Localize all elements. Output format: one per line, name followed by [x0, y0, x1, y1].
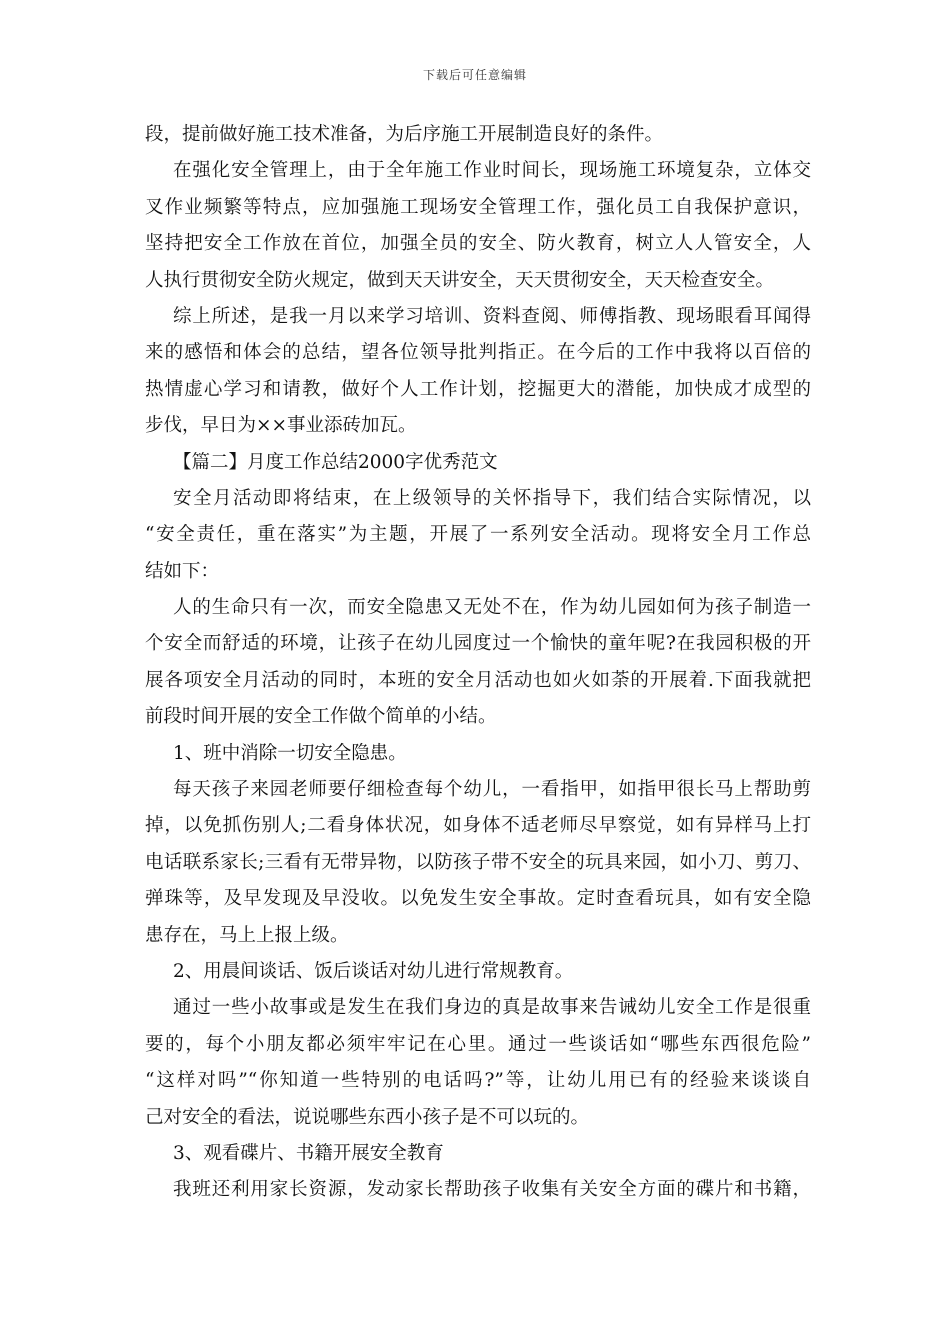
- text-line: 结如下：: [145, 560, 220, 582]
- text-line: 1、班中消除一切安全隐患。: [173, 742, 407, 764]
- text-line: 段，提前做好施工技术准备，为后序施工开展制造良好的条件。: [145, 124, 664, 145]
- text-line: 患存在，马上上报上级。: [145, 924, 349, 946]
- text-line: 在强化安全管理上，由于全年施工作业时间长，现场施工环境复杂，立体交: [173, 160, 811, 182]
- text-line: 3、观看碟片、书籍开展安全教育: [173, 1142, 444, 1164]
- text-line: 人的生命只有一次，而安全隐患又无处不在，作为幼儿园如何为孩子制造一: [173, 597, 811, 619]
- text-line: 要的，每个小朋友都必须牢牢记在心里。通过一些谈话如“哪些东西很危险”: [145, 1033, 811, 1055]
- page-header: 下载后可任意编辑: [422, 68, 527, 82]
- text-line: 电话联系家长;三看有无带异物，以防孩子带不安全的玩具来园，如小刀、剪刀、: [145, 851, 811, 873]
- text-line: 人执行贯彻安全防火规定，做到天天讲安全，天天贯彻安全，天天检查安全。: [145, 269, 775, 291]
- text-line: 前段时间开展的安全工作做个简单的小结。: [145, 706, 497, 728]
- text-line: 弹珠等，及早发现及早没收。以免发生安全事故。定时查看玩具，如有安全隐: [145, 888, 811, 910]
- text-line: 2、用晨间谈话、饭后谈话对幼儿进行常规教育。: [173, 960, 574, 982]
- text-line: “安全责任，重在落实”为主题，开展了一系列安全活动。现将安全月工作总: [145, 524, 811, 546]
- text-line: 综上所述，是我一月以来学习培训、资料查阅、师傅指教、现场眼看耳闻得: [173, 305, 811, 327]
- text-line: “这样对吗”“你知道一些特别的电话吗?”等，让幼儿用已有的经验来谈谈自: [145, 1070, 811, 1092]
- text-line: 坚持把安全工作放在首位，加强全员的安全、防火教育，树立人人管安全，人: [145, 233, 811, 255]
- text-line: 每天孩子来园老师要仔细检查每个幼儿，一看指甲，如指甲很长马上帮助剪: [173, 779, 811, 801]
- text-line: 【篇二】月度工作总结2000字优秀范文: [173, 451, 498, 473]
- text-line: 掉，以免抓伤别人;二看身体状况，如身体不适老师尽早察觉，如有异样马上打: [145, 815, 811, 837]
- text-line: 步伐，早日为××事业添砖加瓦。: [145, 415, 417, 437]
- document-body: [145, 117, 811, 1209]
- text-line: 通过一些小故事或是发生在我们身边的真是故事来告诫幼儿安全工作是很重: [173, 997, 811, 1019]
- text-line: 热情虚心学习和请教，做好个人工作计划，挖掘更大的潜能，加快成才成型的: [145, 378, 811, 400]
- text-line: 个安全而舒适的环境，让孩子在幼儿园度过一个愉快的童年呢?在我园积极的开: [145, 633, 811, 655]
- text-line: 我班还利用家长资源，发动家长帮助孩子收集有关安全方面的碟片和书籍，: [173, 1179, 811, 1201]
- text-line: 己对安全的看法，说说哪些东西小孩子是不可以玩的。: [145, 1106, 590, 1128]
- text-line: 安全月活动即将结束，在上级领导的关怀指导下，我们结合实际情况，以: [173, 487, 811, 509]
- text-line: 展各项安全月活动的同时，本班的安全月活动也如火如荼的开展着.下面我就把: [145, 669, 811, 691]
- text-line: 来的感悟和体会的总结，望各位领导批判指正。在今后的工作中我将以百倍的: [145, 342, 811, 364]
- text-line: 叉作业频繁等特点，应加强施工现场安全管理工作，强化员工自我保护意识，: [145, 196, 811, 218]
